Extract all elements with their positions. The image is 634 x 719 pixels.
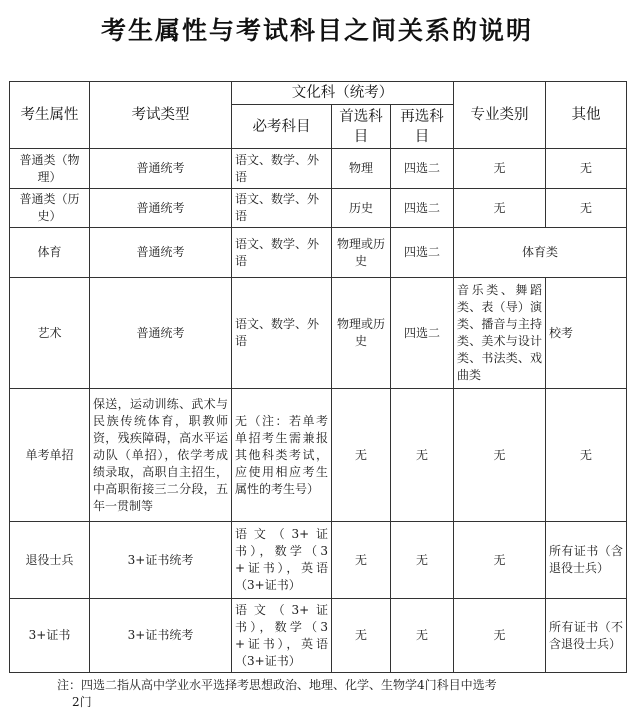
cell-required: 无（注：若单考单招考生需兼报其他科类考试，应使用相应考生属性的考生号） [232, 389, 332, 522]
table-row [10, 599, 627, 673]
cell-exam-type: 普通统考 [90, 278, 232, 389]
cell-major-category: 无 [454, 389, 546, 522]
cell-major-category: 无 [454, 149, 546, 189]
cell-attribute: 普通类（物理） [10, 149, 90, 189]
cell-required: 语文、数学、外语 [232, 149, 332, 189]
relationship-table [9, 81, 627, 673]
cell-exam-type: 3+证书统考 [90, 522, 232, 599]
footnote [57, 677, 617, 711]
cell-other: 所有证书（含退役士兵） [546, 522, 627, 599]
cell-attribute: 艺术 [10, 278, 90, 389]
header-culture: 文化科（统考） [232, 82, 454, 105]
cell-second-choice: 四选二 [391, 278, 454, 389]
cell-exam-type: 普通统考 [90, 228, 232, 278]
cell-other: 无 [546, 389, 627, 522]
cell-first-choice: 无 [332, 389, 391, 522]
cell-first-choice: 物理或历史 [332, 228, 391, 278]
header-first-choice: 首选科目 [332, 105, 391, 149]
cell-first-choice: 历史 [332, 189, 391, 228]
cell-second-choice: 四选二 [391, 149, 454, 189]
cell-major-category: 体育类 [454, 228, 627, 278]
table-row [10, 228, 627, 278]
cell-other: 所有证书（不含退役士兵） [546, 599, 627, 673]
footnote-line-2: 2门 [72, 695, 92, 709]
cell-exam-type: 保送，运动训练、武术与民族传统体育，职教师资，残疾障碍，高水平运动队（单招），依学考成绩录取，高职自主招生，中高职衔接三二分段，五年一贯制等 [90, 389, 232, 522]
cell-first-choice: 物理或历史 [332, 278, 391, 389]
table-row [10, 522, 627, 599]
cell-other: 校考 [546, 278, 627, 389]
header-other: 其他 [546, 82, 627, 149]
cell-second-choice: 无 [391, 599, 454, 673]
cell-second-choice: 无 [391, 522, 454, 599]
cell-attribute: 体育 [10, 228, 90, 278]
footnote-line-1: 注：四选二指从高中学业水平选择考思想政治、地理、化学、生物学4门科目中选考 [57, 678, 497, 692]
cell-attribute: 普通类（历史） [10, 189, 90, 228]
cell-major-category: 无 [454, 189, 546, 228]
table-row [10, 389, 627, 522]
cell-exam-type: 3+证书统考 [90, 599, 232, 673]
cell-second-choice: 四选二 [391, 189, 454, 228]
cell-attribute: 3+证书 [10, 599, 90, 673]
cell-first-choice: 无 [332, 522, 391, 599]
cell-first-choice: 物理 [332, 149, 391, 189]
cell-exam-type: 普通统考 [90, 149, 232, 189]
cell-other: 无 [546, 149, 627, 189]
table-row [10, 149, 627, 189]
cell-required: 语文（3+证书），数学（3+证书），英语（3+证书） [232, 522, 332, 599]
cell-exam-type: 普通统考 [90, 189, 232, 228]
cell-attribute: 退役士兵 [10, 522, 90, 599]
cell-other: 无 [546, 189, 627, 228]
header-required: 必考科目 [232, 105, 332, 149]
cell-first-choice: 无 [332, 599, 391, 673]
cell-second-choice: 四选二 [391, 228, 454, 278]
cell-required: 语文、数学、外语 [232, 189, 332, 228]
cell-major-category: 无 [454, 599, 546, 673]
cell-required: 语文（3+证书），数学（3+证书），英语（3+证书） [232, 599, 332, 673]
cell-required: 语文、数学、外语 [232, 278, 332, 389]
header-second-choice: 再选科目 [391, 105, 454, 149]
header-attribute: 考生属性 [10, 82, 90, 149]
cell-second-choice: 无 [391, 389, 454, 522]
header-exam-type: 考试类型 [90, 82, 232, 149]
table-row [10, 189, 627, 228]
page-title: 考生属性与考试科目之间关系的说明 [100, 16, 533, 45]
cell-major-category: 音乐类、舞蹈类、表（导）演类、播音与主持类、美术与设计类、书法类、戏曲类 [454, 278, 546, 389]
table-row [10, 278, 627, 389]
header-major-category: 专业类别 [454, 82, 546, 149]
cell-attribute: 单考单招 [10, 389, 90, 522]
cell-major-category: 无 [454, 522, 546, 599]
cell-required: 语文、数学、外语 [232, 228, 332, 278]
